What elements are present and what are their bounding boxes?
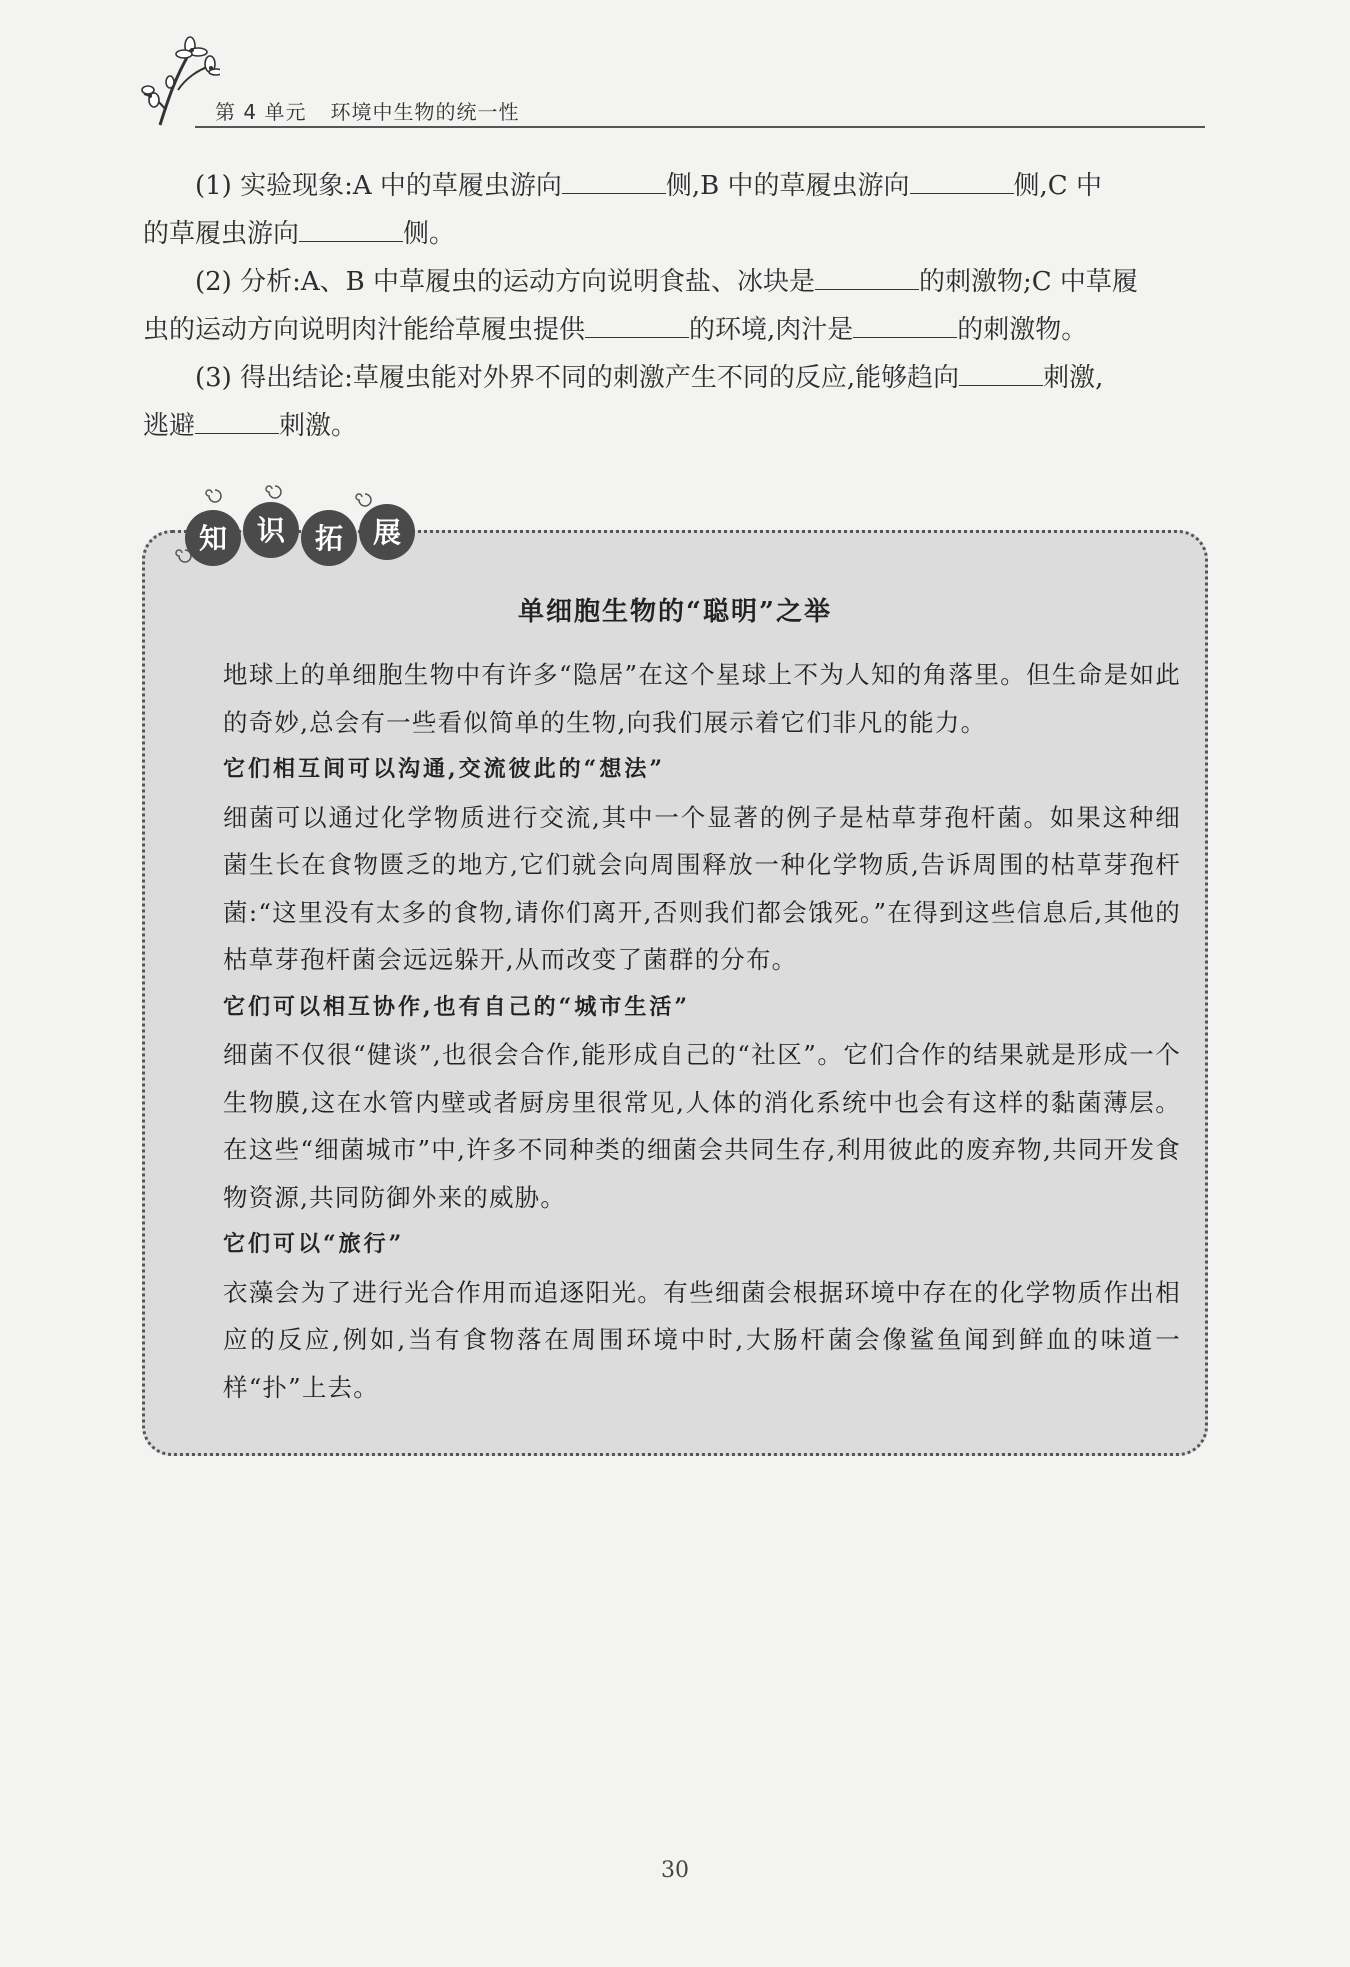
q1-text-c: 侧,C 中 [1013, 171, 1102, 201]
paragraph: 地球上的单细胞生物中有许多“隐居”在这个星球上不为人知的角落里。但生命是如此的奇妙,总会有一些看似简单的生物,向我们展示着它们非凡的能力。 [223, 660, 1181, 737]
q1-text-a: (1) 实验现象:A 中的草履虫游向 [195, 171, 562, 201]
page-header [140, 30, 1200, 130]
flower-decoration-icon [140, 30, 220, 130]
q3-text-d: 刺激。 [279, 411, 358, 441]
article-body [171, 651, 1181, 1411]
q2-text-d: 的环境,肉汁是 [689, 315, 854, 345]
q3-text-b: 刺激, [1043, 363, 1104, 393]
q3-text-c: 逃避 [143, 411, 196, 441]
q1-text-b: 侧,B 中的草履虫游向 [665, 171, 910, 201]
q1-text-d: 的草履虫游向 [143, 219, 300, 249]
article-title: 单细胞生物的“聪明”之举 [518, 597, 832, 627]
answer-blank[interactable] [853, 311, 957, 338]
q2-text-e: 的刺激物。 [957, 315, 1088, 345]
subheading: 它们相互间可以沟通,交流彼此的“想法” [223, 756, 665, 782]
answer-blank[interactable] [562, 167, 666, 194]
q1-text-e: 侧。 [403, 219, 456, 249]
unit-title: 环境中生物的统一性 [330, 100, 520, 124]
badge-char: 拓 [314, 522, 344, 555]
answer-blank[interactable] [959, 359, 1043, 386]
answer-blank[interactable] [195, 407, 279, 434]
q3-text-a: (3) 得出结论:草履虫能对外界不同的刺激产生不同的反应,能够趋向 [195, 363, 960, 393]
unit-label: 第 4 单元 [215, 100, 307, 124]
page-number: 30 [661, 1858, 689, 1883]
q2-text-a: (2) 分析:A、B 中草履虫的运动方向说明食盐、冰块是 [195, 267, 816, 297]
question-1 [143, 162, 1203, 258]
paragraph: 细菌不仅很“健谈”,也很会合作,能形成自己的“社区”。它们合作的结果就是形成一个生物膜,这在水管内壁或者厨房里很常见,人体的消化系统中也会有这样的黏菌薄层。在这些“细菌城市”中,许多不同种类的细菌会共同生存,利用彼此的废弃物,共同开发食物资源,共同防御外来的威胁。 [223, 1040, 1181, 1212]
subheading: 它们可以“旅行” [223, 1231, 405, 1257]
answer-blank[interactable] [815, 263, 919, 290]
q2-text-c: 虫的运动方向说明肉汁能给草履虫提供 [143, 315, 586, 345]
badge-char: 识 [256, 514, 286, 547]
subheading: 它们可以相互协作,也有自己的“城市生活” [223, 993, 690, 1020]
header-title [215, 96, 519, 125]
paragraph: 细菌可以通过化学物质进行交流,其中一个显著的例子是枯草芽孢杆菌。如果这种细菌生长在食物匮乏的地方,它们就会向周围释放一种化学物质,告诉周围的枯草芽孢杆菌:“这里没有太多的食物,请你们离开,否则我们都会饿死。”在得到这些信息后,其他的枯草芽孢杆菌会远远躲开,从而改变了菌群的分布。 [223, 802, 1181, 974]
q2-text-b: 的刺激物;C 中草履 [919, 267, 1138, 297]
answer-blank[interactable] [299, 215, 403, 242]
badge-char: 展 [372, 516, 402, 549]
question-3 [143, 354, 1203, 450]
knowledge-badge [175, 480, 435, 580]
header-divider [195, 126, 1205, 128]
answer-blank[interactable] [910, 167, 1014, 194]
question-2 [143, 258, 1203, 354]
answer-blank[interactable] [585, 311, 689, 338]
paragraph: 衣藻会为了进行光合作用而追逐阳光。有些细菌会根据环境中存在的化学物质作出相应的反应,例如,当有食物落在周围环境中时,大肠杆菌会像鲨鱼闻到鲜血的味道一样“扑”上去。 [223, 1277, 1181, 1402]
knowledge-extension-box [142, 530, 1208, 1456]
badge-char: 知 [198, 522, 228, 555]
